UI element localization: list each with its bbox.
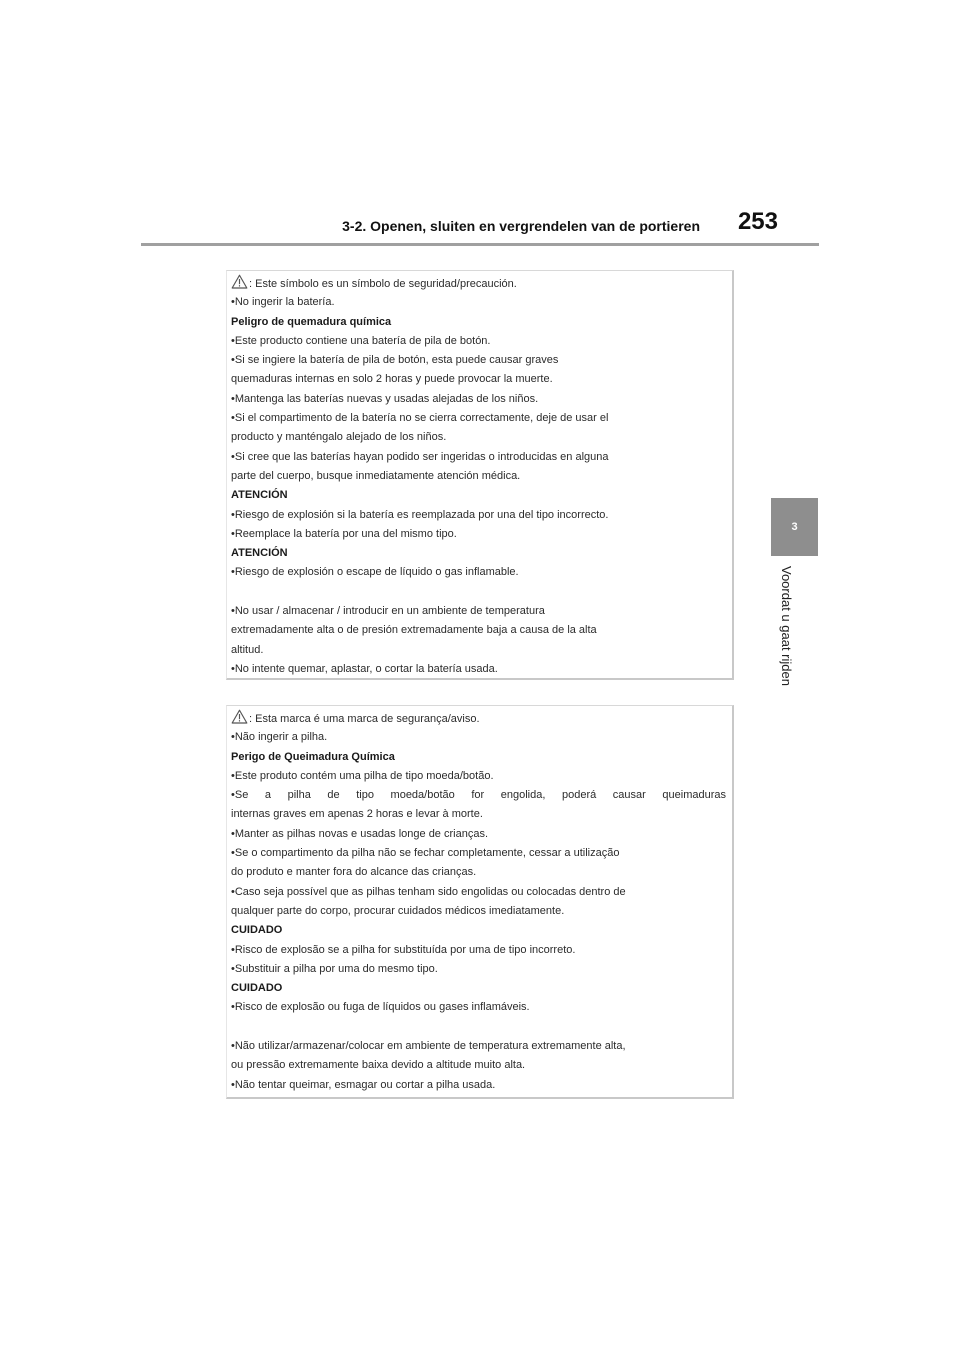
- notice-line: •Risco de explosão se a pilha for substituída por uma de tipo incorreto.: [231, 943, 576, 956]
- notice-heading: ATENCIÓN: [231, 547, 288, 560]
- notice-line: •Risco de explosão ou fuga de líquidos ou gases inflamáveis.: [231, 1001, 530, 1014]
- notice-line: •Riesgo de explosión si la batería es reemplazada por una del tipo incorrecto.: [231, 508, 609, 521]
- notice-line: ou pressão extremamente baixa devido a altitude muito alta.: [231, 1059, 526, 1072]
- chapter-title: Voordat u gaat rijden: [779, 566, 794, 686]
- notice-line: •Este producto contiene una batería de pila de botón.: [231, 334, 491, 347]
- notice-line: •Riesgo de explosión o escape de líquido o gas inflamable.: [231, 566, 519, 579]
- notice-line: •Este produto contém uma pilha de tipo moeda/botão.: [231, 769, 494, 782]
- notice-line: •Si el compartimento de la batería no se cierra correctamente, deje de usar el: [231, 412, 609, 425]
- notice-line: •Reemplace la batería por una del mismo tipo.: [231, 527, 457, 540]
- header-divider: [141, 243, 819, 246]
- warning-triangle-icon: [231, 274, 248, 289]
- notice-line: •Si se ingiere la batería de pila de botón, esta puede causar graves: [231, 354, 559, 367]
- notice-line: •Não tentar queimar, esmagar ou cortar a pilha usada.: [231, 1078, 496, 1091]
- chapter-tab[interactable]: [771, 498, 818, 556]
- notice-line: •Substituir a pilha por uma do mesmo tipo.: [231, 962, 438, 975]
- notice-line: producto y manténgalo alejado de los niños.: [231, 431, 447, 444]
- notice-line: •Não ingerir a pilha.: [231, 731, 328, 744]
- notice-heading: CUIDADO: [231, 982, 283, 995]
- notice-line: •Não utilizar/armazenar/colocar em ambiente de temperatura extremamente alta,: [231, 1040, 626, 1053]
- notice-line: [231, 583, 732, 602]
- notice-line: •No ingerir la batería.: [231, 296, 335, 309]
- chapter-number: 3: [791, 521, 798, 533]
- notice-line: •No intente quemar, aplastar, o cortar la batería usada.: [231, 662, 498, 675]
- notice-line: •Manter as pilhas novas e usadas longe de crianças.: [231, 827, 489, 840]
- notice-line: parte del cuerpo, busque inmediatamente atención médica.: [231, 469, 521, 482]
- notice-line: internas graves em apenas 2 horas e levar à morte.: [231, 808, 483, 821]
- notice-line: : Esta marca é uma marca de segurança/aviso.: [231, 709, 732, 728]
- notice-line: •No usar / almacenar / introducir en un ambiente de temperatura: [231, 605, 545, 618]
- notice-line: qualquer parte do corpo, procurar cuidados médicos imediatamente.: [231, 904, 565, 917]
- notice-spanish: [226, 270, 734, 680]
- page-number: 253: [737, 208, 778, 235]
- notice-line: •Mantenga las baterías nuevas y usadas alejadas de los niños.: [231, 392, 539, 405]
- notice-line: do produto e manter fora do alcance das crianças.: [231, 866, 477, 879]
- notice-line: extremadamente alta o de presión extremadamente baja a causa de la alta: [231, 624, 597, 637]
- notice-heading: Perigo de Queimadura Química: [231, 750, 395, 763]
- notice-line: : Este símbolo es un símbolo de seguridad/precaución.: [231, 274, 732, 293]
- notice-heading: CUIDADO: [231, 924, 283, 937]
- notice-line: •Se a pilha de tipo moeda/botão for engolida, poderá causar queimaduras: [231, 789, 726, 802]
- section-title: 3-2. Openen, sluiten en vergrendelen van de portieren: [342, 218, 700, 234]
- notice-line: [231, 1018, 732, 1037]
- notice-heading: ATENCIÓN: [231, 489, 288, 502]
- notice-line: quemaduras internas en solo 2 horas y puede provocar la muerte.: [231, 373, 553, 386]
- notice-heading: Peligro de quemadura química: [231, 315, 392, 328]
- notice-line: •Si cree que las baterías hayan podido ser ingeridas o introducidas en alguna: [231, 450, 609, 463]
- notice-portuguese: [226, 705, 734, 1099]
- notice-line: altitud.: [231, 643, 264, 656]
- warning-triangle-icon: [231, 709, 248, 724]
- notice-line: •Caso seja possível que as pilhas tenham sido engolidas ou colocadas dentro de: [231, 885, 626, 898]
- notice-line: •Se o compartimento da pilha não se fechar completamente, cessar a utilização: [231, 847, 620, 860]
